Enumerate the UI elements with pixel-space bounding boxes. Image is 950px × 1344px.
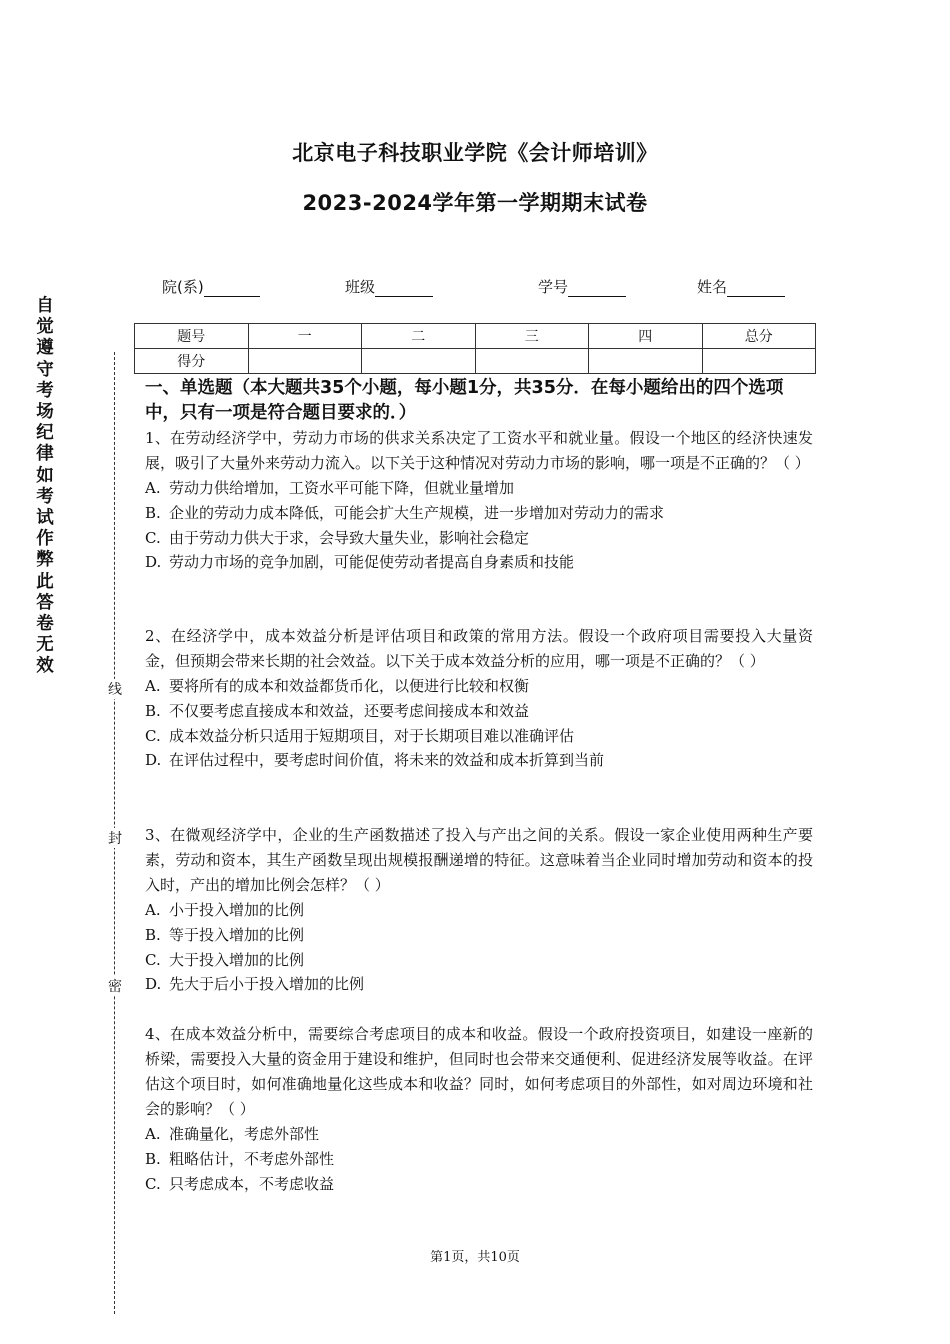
option-text: 劳动力市场的竞争加剧，可能促使劳动者提高自身素质和技能 (169, 553, 575, 572)
question-stem: 1、在劳动经济学中，劳动力市场的供求关系决定了工资水平和就业量。假设一个地区的经济快速发展，吸引了大量外来劳动力流入。以下关于这种情况对劳动力市场的影响，哪一项是不正确的？（ ） (145, 429, 813, 472)
option-key: C. (145, 726, 161, 745)
department-field (162, 276, 260, 297)
option-text: 大于投入增加的比例 (169, 950, 305, 969)
option-key: A. (145, 479, 161, 497)
question-2 (145, 624, 813, 773)
option-b[interactable] (145, 699, 813, 724)
option-key: C. (145, 528, 161, 547)
score-cell[interactable] (248, 349, 362, 374)
department-label: 院(系) (162, 278, 204, 296)
option-key: B. (145, 503, 161, 522)
name-field (697, 276, 785, 297)
option-c[interactable] (145, 724, 813, 749)
option-b[interactable] (145, 501, 813, 526)
option-a[interactable] (145, 1122, 813, 1147)
exam-subtitle: 2023-2024学年第一学期期末试卷 (302, 191, 648, 215)
exam-title: 北京电子科技职业学院《会计师培训》 (292, 141, 658, 165)
score-cell[interactable] (589, 349, 703, 374)
exam-discipline-warning: 自觉遵守考场纪律如考试作弊此答卷无效 (36, 296, 54, 677)
option-text: 小于投入增加的比例 (169, 901, 305, 919)
table-cell: 得分 (135, 349, 249, 374)
option-key: D. (145, 975, 162, 994)
option-text: 准确量化，考虑外部性 (169, 1125, 320, 1143)
option-a[interactable] (145, 898, 813, 923)
option-a[interactable] (145, 674, 813, 699)
table-cell: 二 (362, 324, 476, 349)
option-text: 不仅要考虑直接成本和效益，还要考虑间接成本和效益 (169, 701, 530, 720)
class-label: 班级 (345, 278, 376, 296)
seal-char-seal: 封 (106, 828, 124, 848)
seal-char-line: 线 (106, 679, 124, 699)
option-a[interactable] (145, 476, 813, 501)
student-id-field (538, 276, 626, 297)
option-text: 等于投入增加的比例 (169, 925, 305, 944)
class-field (345, 276, 433, 297)
option-c[interactable] (145, 1172, 813, 1197)
option-key: B. (145, 701, 161, 720)
student-id-blank[interactable] (568, 280, 626, 297)
question-3 (145, 823, 813, 997)
table-cell: 一 (248, 324, 362, 349)
option-text: 粗略估计，不考虑外部性 (169, 1149, 335, 1168)
score-cell[interactable] (362, 349, 476, 374)
score-table-score-row (135, 349, 816, 374)
score-table-header-row (135, 324, 816, 349)
class-blank[interactable] (375, 280, 433, 297)
option-text: 只考虑成本，不考虑收益 (169, 1174, 335, 1193)
name-blank[interactable] (727, 280, 785, 297)
department-blank[interactable] (204, 280, 260, 297)
option-text: 由于劳动力供大于求，会导致大量失业，影响社会稳定 (169, 528, 530, 547)
option-key: C. (145, 1174, 161, 1193)
question-stem: 2、在经济学中，成本效益分析是评估项目和政策的常用方法。假设一个政府项目需要投入大量资金，但预期会带来长期的社会效益。以下关于成本效益分析的应用，哪一项是不正确的？（ ） (145, 627, 813, 670)
option-text: 要将所有的成本和效益都货币化，以便进行比较和权衡 (169, 677, 530, 695)
section-heading: 一、单选题（本大题共35个小题，每小题1分，共35分．在每小题给出的四个选项中，只有一项是符合题目要求的．） (145, 378, 784, 423)
table-cell: 题号 (135, 324, 249, 349)
question-stem: 3、在微观经济学中，企业的生产函数描述了投入与产出之间的关系。假设一家企业使用两种生产要素，劳动和资本，其生产函数呈现出规模报酬递增的特征。这意味着当企业同时增加劳动和资本的投入时，产出的增加比例会怎样？（ ） (145, 826, 813, 894)
name-label: 姓名 (697, 278, 728, 296)
option-b[interactable] (145, 923, 813, 948)
option-key: B. (145, 1149, 161, 1168)
table-cell: 三 (475, 324, 589, 349)
option-d[interactable] (145, 748, 813, 773)
option-b[interactable] (145, 1147, 813, 1172)
table-cell: 四 (589, 324, 703, 349)
option-text: 成本效益分析只适用于短期项目，对于长期项目难以准确评估 (169, 726, 575, 745)
option-text: 在评估过程中，要考虑时间价值，将未来的效益和成本折算到当前 (169, 751, 605, 770)
question-4 (145, 1022, 813, 1196)
option-text: 先大于后小于投入增加的比例 (169, 975, 365, 994)
table-cell: 总分 (702, 324, 816, 349)
option-key: C. (145, 950, 161, 969)
page-number: 第1页，共10页 (430, 1250, 520, 1265)
question-1 (145, 426, 813, 575)
option-d[interactable] (145, 550, 813, 575)
option-key: A. (145, 677, 161, 695)
option-key: D. (145, 553, 162, 572)
option-text: 企业的劳动力成本降低，可能会扩大生产规模，进一步增加对劳动力的需求 (169, 503, 665, 522)
option-key: B. (145, 925, 161, 944)
option-key: A. (145, 901, 161, 919)
student-id-label: 学号 (538, 278, 569, 296)
option-key: D. (145, 751, 162, 770)
option-text: 劳动力供给增加，工资水平可能下降，但就业量增加 (169, 479, 515, 497)
score-cell[interactable] (702, 349, 816, 374)
score-table (134, 323, 816, 374)
option-d[interactable] (145, 972, 813, 997)
question-stem: 4、在成本效益分析中，需要综合考虑项目的成本和收益。假设一个政府投资项目，如建设一座新的桥梁，需要投入大量的资金用于建设和维护，但同时也会带来交通便利、促进经济发展等收益。在评估这个项目时，如何准确地量化这些成本和收益？同时，如何考虑项目的外部性，如对周边环境和社会的影响？（ ） (145, 1025, 813, 1118)
option-c[interactable] (145, 526, 813, 551)
option-key: A. (145, 1125, 161, 1143)
option-c[interactable] (145, 948, 813, 973)
seal-char-secret: 密 (106, 976, 124, 996)
score-cell[interactable] (475, 349, 589, 374)
